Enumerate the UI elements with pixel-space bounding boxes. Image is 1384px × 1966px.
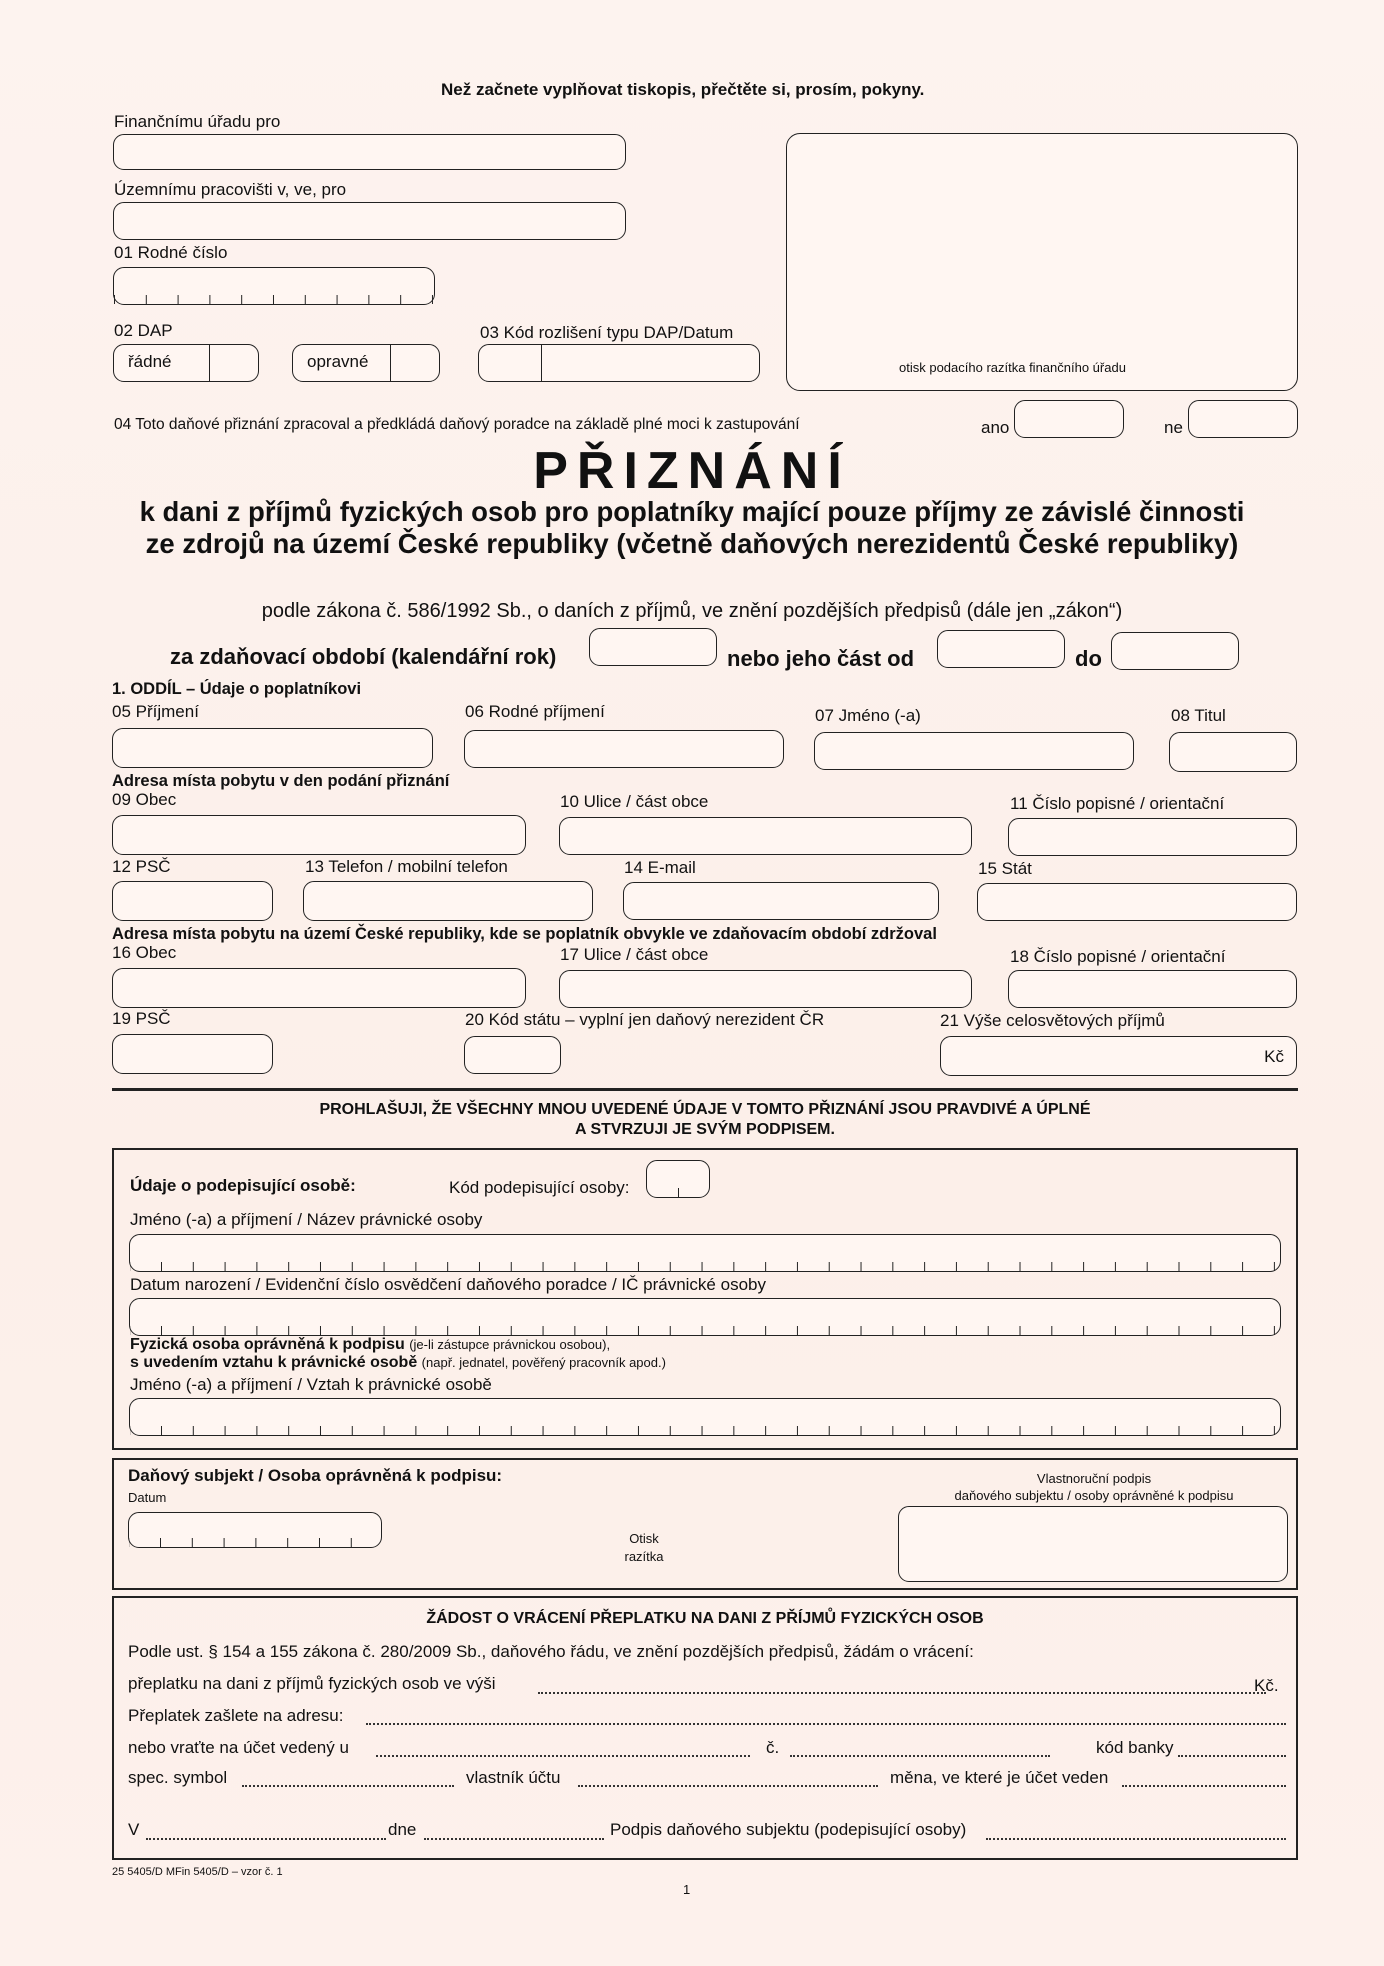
refund-bank-field[interactable] [376,1755,750,1757]
dap-type-field[interactable] [478,344,760,382]
refund-number-label: č. [766,1738,780,1757]
refund-currency-label: měna, ve které je účet veden [890,1768,1109,1787]
worldwide-income-field[interactable] [940,1036,1297,1076]
period-from-label: nebo jeho část od [727,646,915,671]
cz-house-number-field[interactable] [1008,970,1297,1008]
address-heading: Adresa místa pobytu v den podání přiznání [112,772,450,790]
signer-code-field[interactable] [646,1160,710,1198]
email-field[interactable] [623,882,939,920]
workplace-field[interactable] [113,202,626,240]
street-label: 10 Ulice / část obce [560,792,709,811]
section1-heading: 1. ODDÍL – Údaje o poplatníkovi [112,680,362,698]
surname-label: 05 Příjmení [112,702,199,721]
cz-municipality-label: 16 Obec [112,943,177,962]
subject-section [112,1458,1298,1590]
section-divider [112,1088,1298,1091]
academic-title-field[interactable] [1169,732,1297,772]
street-field[interactable] [559,817,972,855]
refund-place-field[interactable] [146,1838,386,1840]
cz-postcode-field[interactable] [112,1034,273,1074]
refund-owner-field[interactable] [578,1785,878,1787]
signer-name-label: Jméno (-a) a příjmení / Název právnické osoby [130,1210,483,1229]
country-field[interactable] [977,883,1297,921]
phone-field[interactable] [303,881,593,921]
tax-office-label: Finančnímu úřadu pro [114,112,281,131]
dap-type-label: 03 Kód rozlišení typu DAP/Datum [480,323,734,342]
email-label: 14 E-mail [624,858,696,877]
refund-date-field[interactable] [424,1838,604,1840]
signer-heading: Údaje o podepisující osobě: [130,1176,356,1195]
birth-number-label: 01 Rodné číslo [114,243,228,262]
subject-date-field[interactable] [128,1512,382,1548]
house-number-label: 11 Číslo popisné / orientační [1010,794,1225,813]
authorized-person-label: Jméno (-a) a příjmení / Vztah k právnické osobě [130,1375,492,1394]
authorized-person-relation: s uvedením vztahu k právnické osobě (např. jednatel, pověřený pracovník apod.) [130,1354,666,1371]
refund-address-field[interactable] [366,1723,1286,1725]
phone-label: 13 Telefon / mobilní telefon [305,857,508,876]
municipality-field[interactable] [112,815,526,855]
subject-stamp-label: Otisk razítka [624,1531,664,1564]
tax-office-field[interactable] [113,134,626,170]
country-code-field[interactable] [464,1036,561,1074]
cz-street-label: 17 Ulice / část obce [560,945,709,964]
refund-amount-unit: Kč. [1254,1676,1279,1695]
refund-heading: ŽÁDOST O VRÁCENÍ PŘEPLATKU NA DANI Z PŘÍJMŮ FYZICKÝCH OSOB [426,1610,984,1627]
workplace-label: Územnímu pracovišti v, ve, pro [114,180,347,199]
signature-field[interactable] [898,1506,1288,1582]
first-name-label: 07 Jméno (-a) [815,706,921,725]
birth-surname-field[interactable] [464,730,784,768]
period-to-field[interactable] [1111,632,1239,670]
worldwide-income-label: 21 Výše celosvětových příjmů [940,1011,1165,1030]
signer-code-label: Kód podepisující osoby: [449,1178,630,1197]
refund-account-label: nebo vraťte na účet vedený u [128,1738,349,1757]
cz-address-heading: Adresa místa pobytu na území České republiky, kde se poplatník obvykle ve zdaňovacím období zdržoval [112,925,937,943]
refund-place-label: V [128,1820,140,1839]
law-reference: podle zákona č. 586/1992 Sb., o daních z příjmů, ve znění pozdějších předpisů (dále jen „zákon“) [261,600,1123,622]
form-code: 25 5405/D MFin 5405/D – vzor č. 1 [112,1866,283,1878]
birth-number-field[interactable] [113,267,435,305]
signer-name-field[interactable] [129,1234,1281,1272]
refund-number-field[interactable] [790,1755,1050,1757]
refund-spec-field[interactable] [242,1785,454,1787]
form-title: PŘIZNÁNÍ [533,442,851,500]
refund-amount-field[interactable] [538,1692,1266,1694]
dap-regular-label: řádné [128,352,172,371]
refund-address-label: Přeplatek zašlete na adresu: [128,1706,344,1725]
municipality-label: 09 Obec [112,790,177,809]
house-number-field[interactable] [1008,818,1297,856]
refund-amount-label: přeplatku na dani z příjmů fyzických osob ve výši [128,1674,496,1693]
period-label: za zdaňovací období (kalendářní rok) [170,644,557,669]
cz-house-number-label: 18 Číslo popisné / orientační [1010,947,1226,966]
country-label: 15 Stát [978,859,1032,878]
postcode-label: 12 PSČ [112,857,171,876]
page-number: 1 [683,1882,691,1897]
dap-corrective-label: opravné [307,352,369,371]
advisor-yes-label: ano [981,418,1010,437]
authorized-person-field[interactable] [129,1398,1281,1436]
refund-owner-label: vlastník účtu [466,1768,561,1787]
refund-bank-code-field[interactable] [1178,1755,1286,1757]
dap-label: 02 DAP [114,321,173,340]
period-to-label: do [1075,646,1102,671]
birth-surname-label: 06 Rodné příjmení [465,702,605,721]
signer-dob-field[interactable] [129,1298,1281,1336]
stamp-area [786,133,1298,391]
refund-signature-field[interactable] [986,1838,1286,1840]
stamp-label: otisk podacího razítka finančního úřadu [899,360,1126,375]
advisor-no-checkbox[interactable] [1188,400,1298,438]
signer-section [112,1148,1298,1450]
advisor-yes-checkbox[interactable] [1014,400,1124,438]
income-currency: Kč [1264,1047,1284,1066]
period-year-field[interactable] [589,628,717,666]
subject-date-label: Datum [128,1490,167,1505]
period-from-field[interactable] [937,630,1065,668]
declaration-line1: PROHLAŠUJI, ŽE VŠECHNY MNOU UVEDENÉ ÚDAJE V TOMTO PŘIZNÁNÍ JSOU PRAVDIVÉ A ÚPLNÉ [319,1101,1091,1118]
dap-regular-checkbox[interactable] [113,344,259,382]
title-label: 08 Titul [1171,706,1226,725]
cz-postcode-label: 19 PSČ [112,1009,171,1028]
signer-dob-label: Datum narození / Evidenční číslo osvědčení daňového poradce / IČ právnické osoby [130,1275,766,1294]
refund-intro: Podle ust. § 154 a 155 zákona č. 280/2009 Sb., daňového řádu, ve znění pozdějších předpisů, žádám o vrácení: [128,1642,974,1661]
authorized-person-heading: Fyzická osoba oprávněná k podpisu (je-li zástupce právnickou osobou), [130,1336,611,1353]
refund-currency-field[interactable] [1122,1785,1286,1787]
cz-street-field[interactable] [559,970,972,1008]
dap-corrective-checkbox[interactable] [292,344,440,382]
refund-date-label: dne [388,1820,417,1839]
refund-bank-code-label: kód banky [1096,1738,1174,1757]
country-code-label: 20 Kód státu – vyplní jen daňový nerezident ČR [465,1010,825,1029]
instructions-notice: Než začnete vyplňovat tiskopis, přečtěte si, prosím, pokyny. [441,80,925,99]
refund-spec-label: spec. symbol [128,1768,228,1787]
first-name-field[interactable] [814,732,1134,770]
surname-field[interactable] [112,728,433,768]
subject-heading: Daňový subjekt / Osoba oprávněná k podpisu: [128,1466,503,1485]
declaration-line2: A STVRZUJI JE SVÝM PODPISEM. [575,1121,835,1138]
refund-section [112,1596,1298,1860]
cz-municipality-field[interactable] [112,968,526,1008]
refund-signature-label: Podpis daňového subjektu (podepisující osoby) [610,1820,967,1839]
advisor-label: 04 Toto daňové přiznání zpracoval a předkládá daňový poradce na základě plné moci k zastupování [114,416,800,433]
form-subtitle: k dani z příjmů fyzických osob pro poplatníky mající pouze příjmy ze závislé činnosti ze zdrojů na území České republiky (včetně daňových nerezidentů České republiky) [139,496,1245,559]
signature-caption: Vlastnoruční podpis daňového subjektu / osoby oprávněné k podpisu [954,1471,1234,1503]
postcode-field[interactable] [112,881,273,921]
advisor-no-label: ne [1164,418,1183,437]
